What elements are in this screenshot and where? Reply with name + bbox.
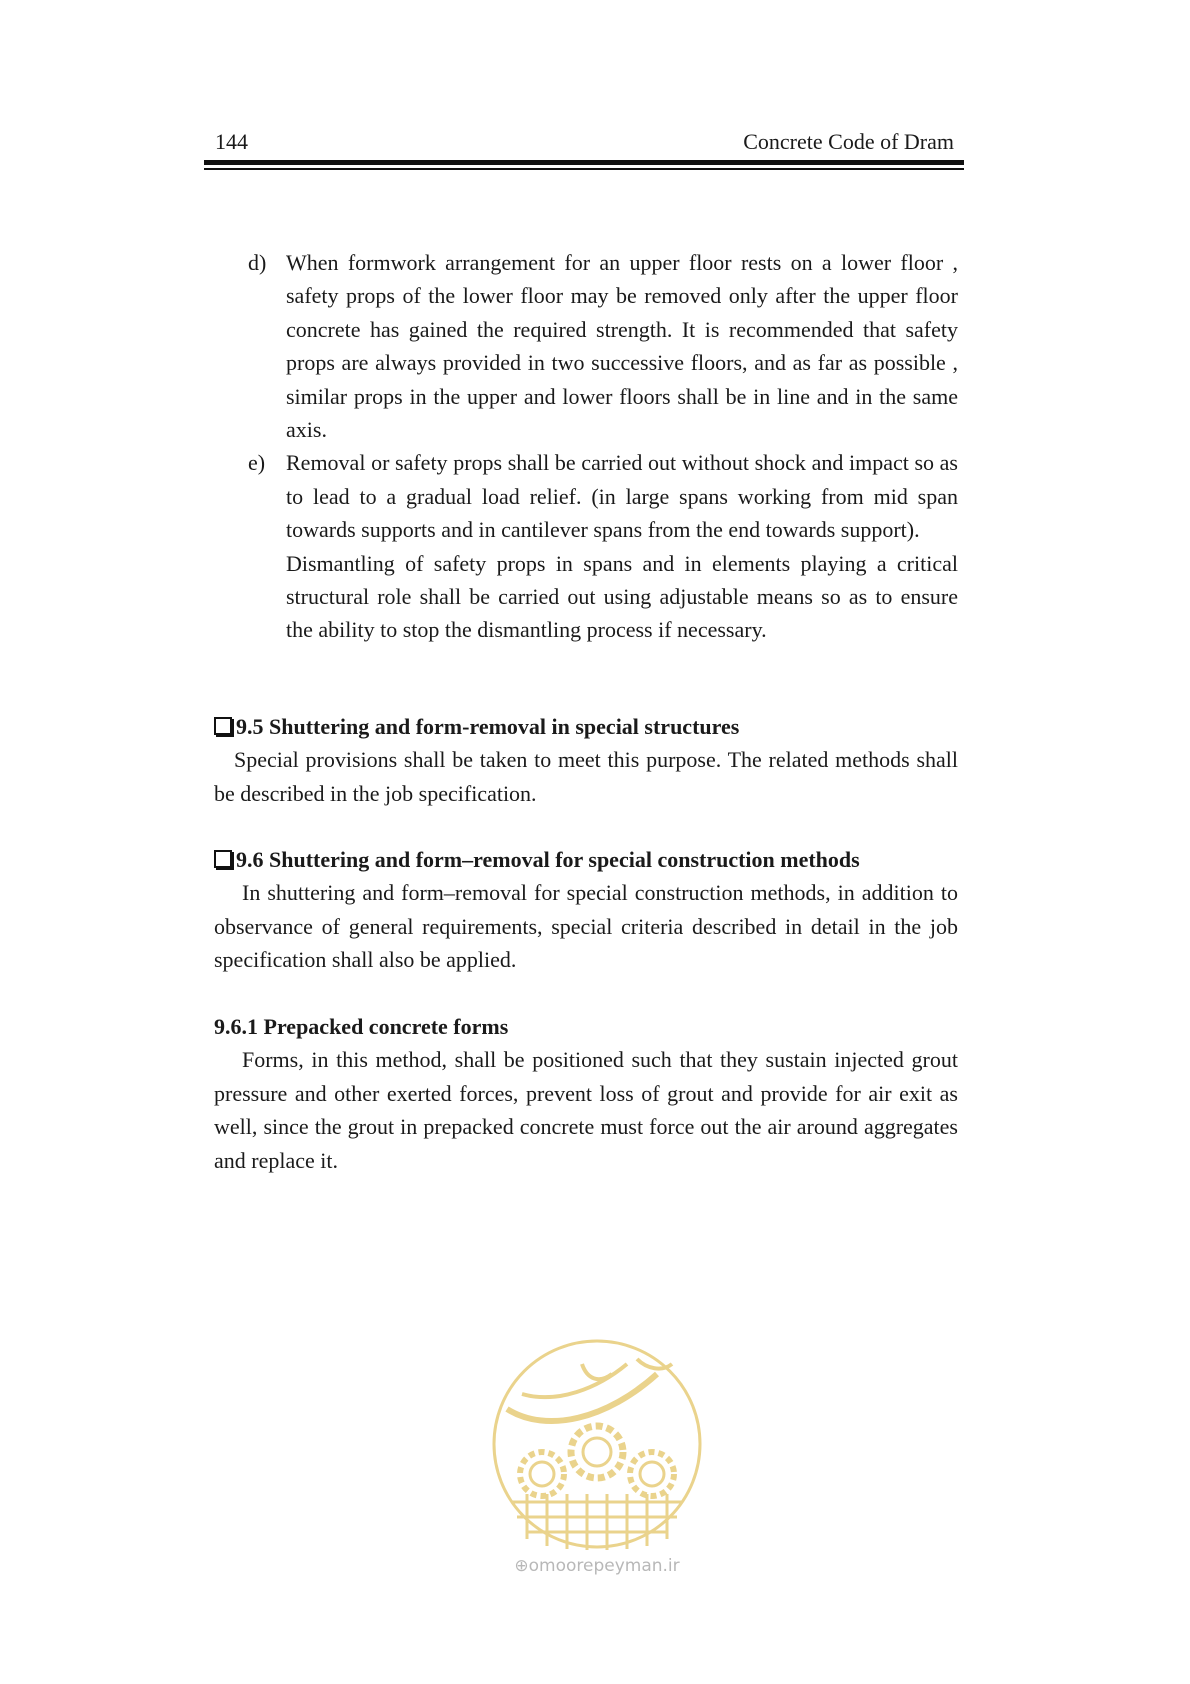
header-rule-thin [204,168,964,170]
running-title: Concrete Code of Dram [743,129,954,154]
list-item-e [248,446,958,646]
list-item-d [248,246,958,446]
page-number: 144 [215,129,248,154]
section-body: In shuttering and form–removal for special construction methods, in addition to observance of general requirements, special criteria described in detail in the job specification shall also be applied. [214,880,958,973]
watermark-caption-text: omoorepeyman.ir [528,1556,680,1576]
running-header [204,126,964,156]
section-heading [214,843,958,876]
subsection-heading: 9.6.1 Prepacked concrete forms [214,1014,509,1039]
header-rule-thick [204,160,964,165]
section-9-6 [214,843,958,977]
list-marker: d) [248,250,267,275]
checkbox-square-icon [214,850,232,868]
section-heading [214,710,958,743]
checkbox-square-icon [214,717,232,735]
section-9-5 [214,710,958,810]
section-body: Forms, in this method, shall be positioned such that they sustain injected grout pressure and other exerted forces, prevent loss of grout and provide for air exit as well, since the grout in prepacked concrete must force out the air around aggregates and replace it. [214,1047,958,1173]
list-paragraph: Removal or safety props shall be carried out without shock and impact so as to lead to a gradual load relief. (in large spans working from mid span towards supports and in cantilever spans from the end towards support). [286,450,958,543]
section-body: Special provisions shall be taken to meet this purpose. The related methods shall be described in the job specification. [214,747,958,806]
watermark-logo [487,1334,707,1574]
omoorepeyman-seal-icon [487,1334,707,1554]
watermark-caption [487,1556,707,1576]
section-heading-text: 9.5 Shuttering and form-removal in special structures [236,714,740,739]
section-heading-text: 9.6 Shuttering and form–removal for special construction methods [236,847,860,872]
list-marker: e) [248,450,266,476]
list-items [248,246,958,647]
list-paragraph: When formwork arrangement for an upper floor rests on a lower floor , safety props of the lower floor may be removed only after the upper floor concrete has gained the required strength. It is recommended that safety props are always provided in two successive floors, and as far as possible , similar props in the upper and lower floors shall be in line and in the same axis. [286,250,958,443]
globe-icon: ⊕ [514,1556,529,1576]
list-paragraph: Dismantling of safety props in spans and in elements playing a critical structural role shall be carried out using adjustable means so as to ensure the ability to stop the dismantling process if necessary. [286,550,958,643]
section-9-6-1 [214,1010,958,1177]
